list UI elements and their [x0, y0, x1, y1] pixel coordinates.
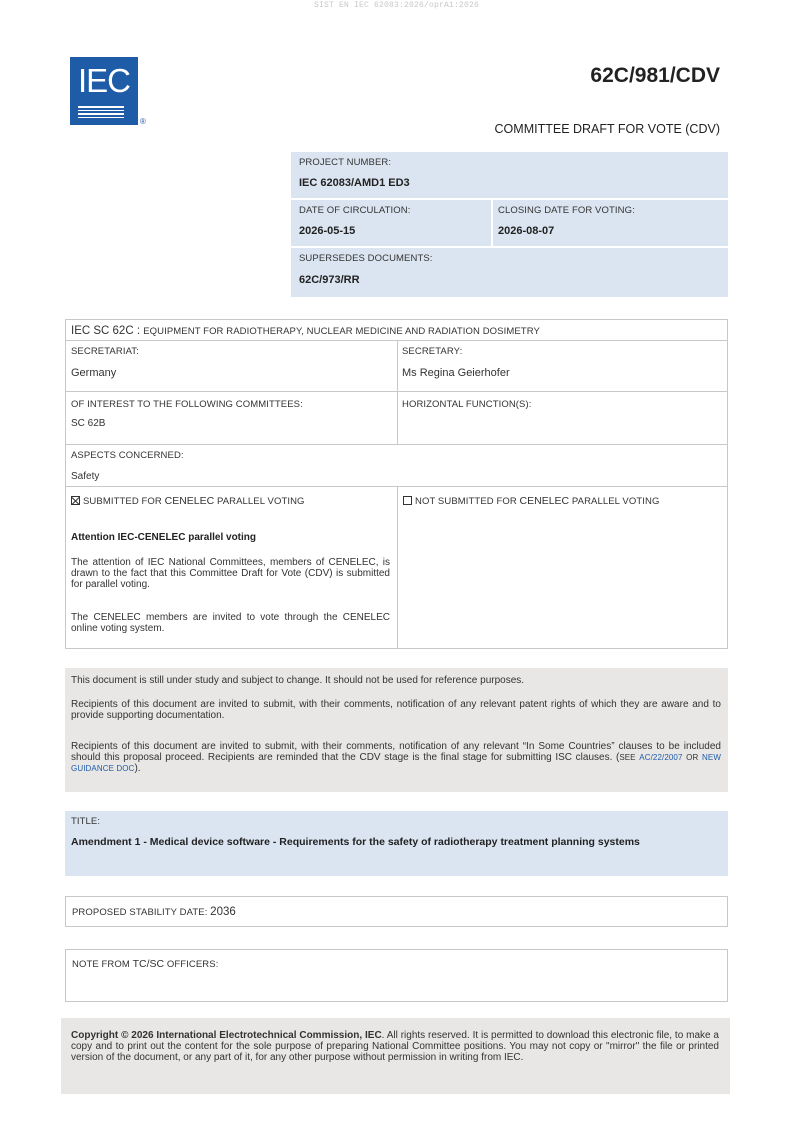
- stability-date-label: PROPOSED STABILITY DATE:: [72, 907, 211, 918]
- committee-title-prefix: IEC SC 62C :: [71, 325, 144, 337]
- new-guidance-doc-link[interactable]: NEW GUIDANCE DOC: [71, 753, 721, 773]
- supersedes-cell: [291, 248, 728, 297]
- copyright-text: Copyright © 2026 International Electrotechnical Commission, IEC. All rights reserved. It is permitted to download this electronic file, to make a copy and to print out the content for the sole purpose of preparing National Committee positions. You may not copy or "mirror" the file or printed version of the document, or any part of it, for any other purpose without permission in writing from IEC.: [71, 1030, 719, 1063]
- checked-box-icon[interactable]: [71, 496, 80, 505]
- secretariat-label: SECRETARIAT:: [71, 346, 139, 357]
- supersedes-label: SUPERSEDES DOCUMENTS:: [299, 253, 433, 264]
- copyright-block: [61, 1018, 730, 1094]
- committee-title: [71, 325, 540, 337]
- watermark-text: SIST EN IEC 62083:2026/oprA1:2026: [313, 1, 480, 10]
- attention-paragraph-2: The CENELEC members are invited to vote through the CENELEC online voting system.: [71, 612, 390, 634]
- notice-paragraph-3: Recipients of this document are invited to submit, with their comments, notification of any relevant “In Some Countries” clauses to be included should this proposal proceed. Recipients are reminded that the CDV stage is the final stage for submitting ISC clauses. (SEE AC/22/2007 OR NEW GUIDANCE DOC).: [71, 741, 721, 774]
- title-block: [65, 811, 728, 876]
- committee-title-rest: EQUIPMENT FOR RADIOTHERAPY, NUCLEAR MEDICINE AND RADIATION DOSIMETRY: [143, 326, 540, 337]
- interest-label: OF INTEREST TO THE FOLLOWING COMMITTEES:: [71, 399, 303, 410]
- logo-lines: [78, 106, 124, 120]
- stability-date: [72, 906, 236, 918]
- attention-paragraph-1: The attention of IEC National Committees, members of CENELEC, is drawn to the fact that this Committee Draft for Vote (CDV) is submitted for parallel voting.: [71, 557, 390, 590]
- stability-date-box: [65, 896, 728, 927]
- registered-mark: ®: [140, 117, 146, 126]
- aspects-label: ASPECTS CONCERNED:: [71, 450, 184, 461]
- secretary-value: Ms Regina Geierhofer: [402, 367, 510, 379]
- project-number-cell: [291, 152, 728, 198]
- submitted-option[interactable]: SUBMITTED FOR CENELEC PARALLEL VOTING: [71, 495, 305, 507]
- closing-date-label: CLOSING DATE FOR VOTING:: [498, 205, 635, 216]
- closing-date-cell: [493, 200, 728, 246]
- circulation-date-cell: [291, 200, 491, 246]
- interest-value: SC 62B: [71, 418, 106, 429]
- notice-paragraph-1: This document is still under study and subject to change. It should not be used for reference purposes.: [71, 675, 525, 686]
- iec-logo: [70, 57, 138, 125]
- title-label: TITLE:: [71, 816, 101, 827]
- note-label: NOTE FROM TC/SC OFFICERS:: [72, 958, 219, 970]
- horizontal-function-label: HORIZONTAL FUNCTION(S):: [402, 399, 532, 410]
- closing-date-value: 2026-08-07: [498, 225, 555, 237]
- logo-text: IEC: [77, 62, 130, 99]
- document-type: COMMITTEE DRAFT FOR VOTE (CDV): [494, 122, 720, 136]
- unchecked-box-icon[interactable]: [403, 496, 412, 505]
- notice-paragraph-2: Recipients of this document are invited to submit, with their comments, notification of any relevant patent rights of which they are aware and to provide supporting documentation.: [71, 699, 721, 721]
- circulation-date-label: DATE OF CIRCULATION:: [299, 205, 411, 216]
- project-number-label: PROJECT NUMBER:: [299, 157, 392, 168]
- not-submitted-option[interactable]: NOT SUBMITTED FOR CENELEC PARALLEL VOTING: [403, 495, 659, 507]
- document-title: Amendment 1 - Medical device software - Requirements for the safety of radiotherapy treatment planning systems: [71, 836, 640, 848]
- aspects-value: Safety: [71, 471, 100, 482]
- ac-22-2007-link[interactable]: AC/22/2007: [639, 753, 683, 762]
- secretariat-value: Germany: [71, 367, 117, 379]
- stability-date-value: 2036: [210, 906, 236, 918]
- document-number: 62C/981/CDV: [590, 64, 720, 87]
- secretary-label: SECRETARY:: [402, 346, 463, 357]
- note-box: [65, 949, 728, 1002]
- project-number-value: IEC 62083/AMD1 ED3: [299, 177, 410, 189]
- circulation-date-value: 2026-05-15: [299, 225, 356, 237]
- attention-heading: Attention IEC-CENELEC parallel voting: [71, 532, 257, 543]
- supersedes-value: 62C/973/RR: [299, 274, 360, 286]
